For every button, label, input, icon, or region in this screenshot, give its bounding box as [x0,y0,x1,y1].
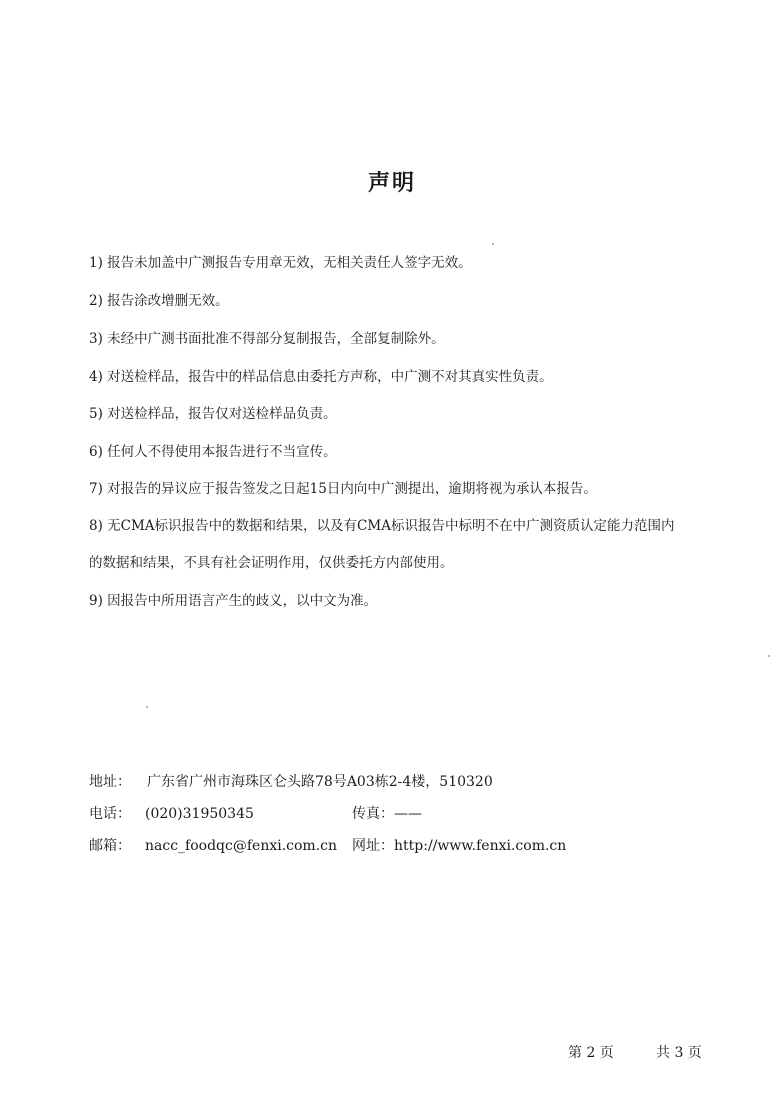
clause-9: 9) 因报告中所用语言产生的歧义，以中文为准。 [89,593,378,609]
clause-8: 8) 无CMA标识报告中的数据和结果，以及有CMA标识报告中标明不在中广测资质认定能力范围内 [89,518,675,534]
fax-value: —— [394,806,422,822]
page-title: 声明 [367,170,416,196]
fax-label: 传真： [352,806,394,822]
clause-8-continued: 的数据和结果，不具有社会证明作用，仅供委托方内部使用。 [89,555,454,571]
phone-value: (020)31950345 [145,806,254,822]
scan-speck [768,655,770,657]
clause-6: 6) 任何人不得使用本报告进行不当宣传。 [89,444,337,460]
scan-speck [492,243,494,245]
website-value: http://www.fenxi.com.cn [394,838,567,854]
address-value: 广东省广州市海珠区仑头路78号A03栋2-4楼，510320 [147,774,493,790]
email-value: nacc_foodqc@fenxi.com.cn [145,838,338,854]
phone-label: 电话： [89,806,131,822]
address-label: 地址： [89,774,131,790]
page-total: 共 3 页 [656,1045,702,1061]
clause-1: 1) 报告未加盖中广测报告专用章无效，无相关责任人签字无效。 [89,255,472,271]
scan-speck [146,706,148,708]
email-label: 邮箱： [89,838,131,854]
clause-7: 7) 对报告的异议应于报告签发之日起15日内向中广测提出，逾期将视为承认本报告。 [89,481,597,497]
page-number: 第 2 页 [568,1045,614,1061]
clause-2: 2) 报告涂改增删无效。 [89,293,229,309]
clause-4: 4) 对送检样品，报告中的样品信息由委托方声称，中广测不对其真实性负责。 [89,369,553,385]
clause-3: 3) 未经中广测书面批准不得部分复制报告，全部复制除外。 [89,331,445,347]
clause-5: 5) 对送检样品，报告仅对送检样品负责。 [89,406,337,422]
website-label: 网址： [352,838,394,854]
